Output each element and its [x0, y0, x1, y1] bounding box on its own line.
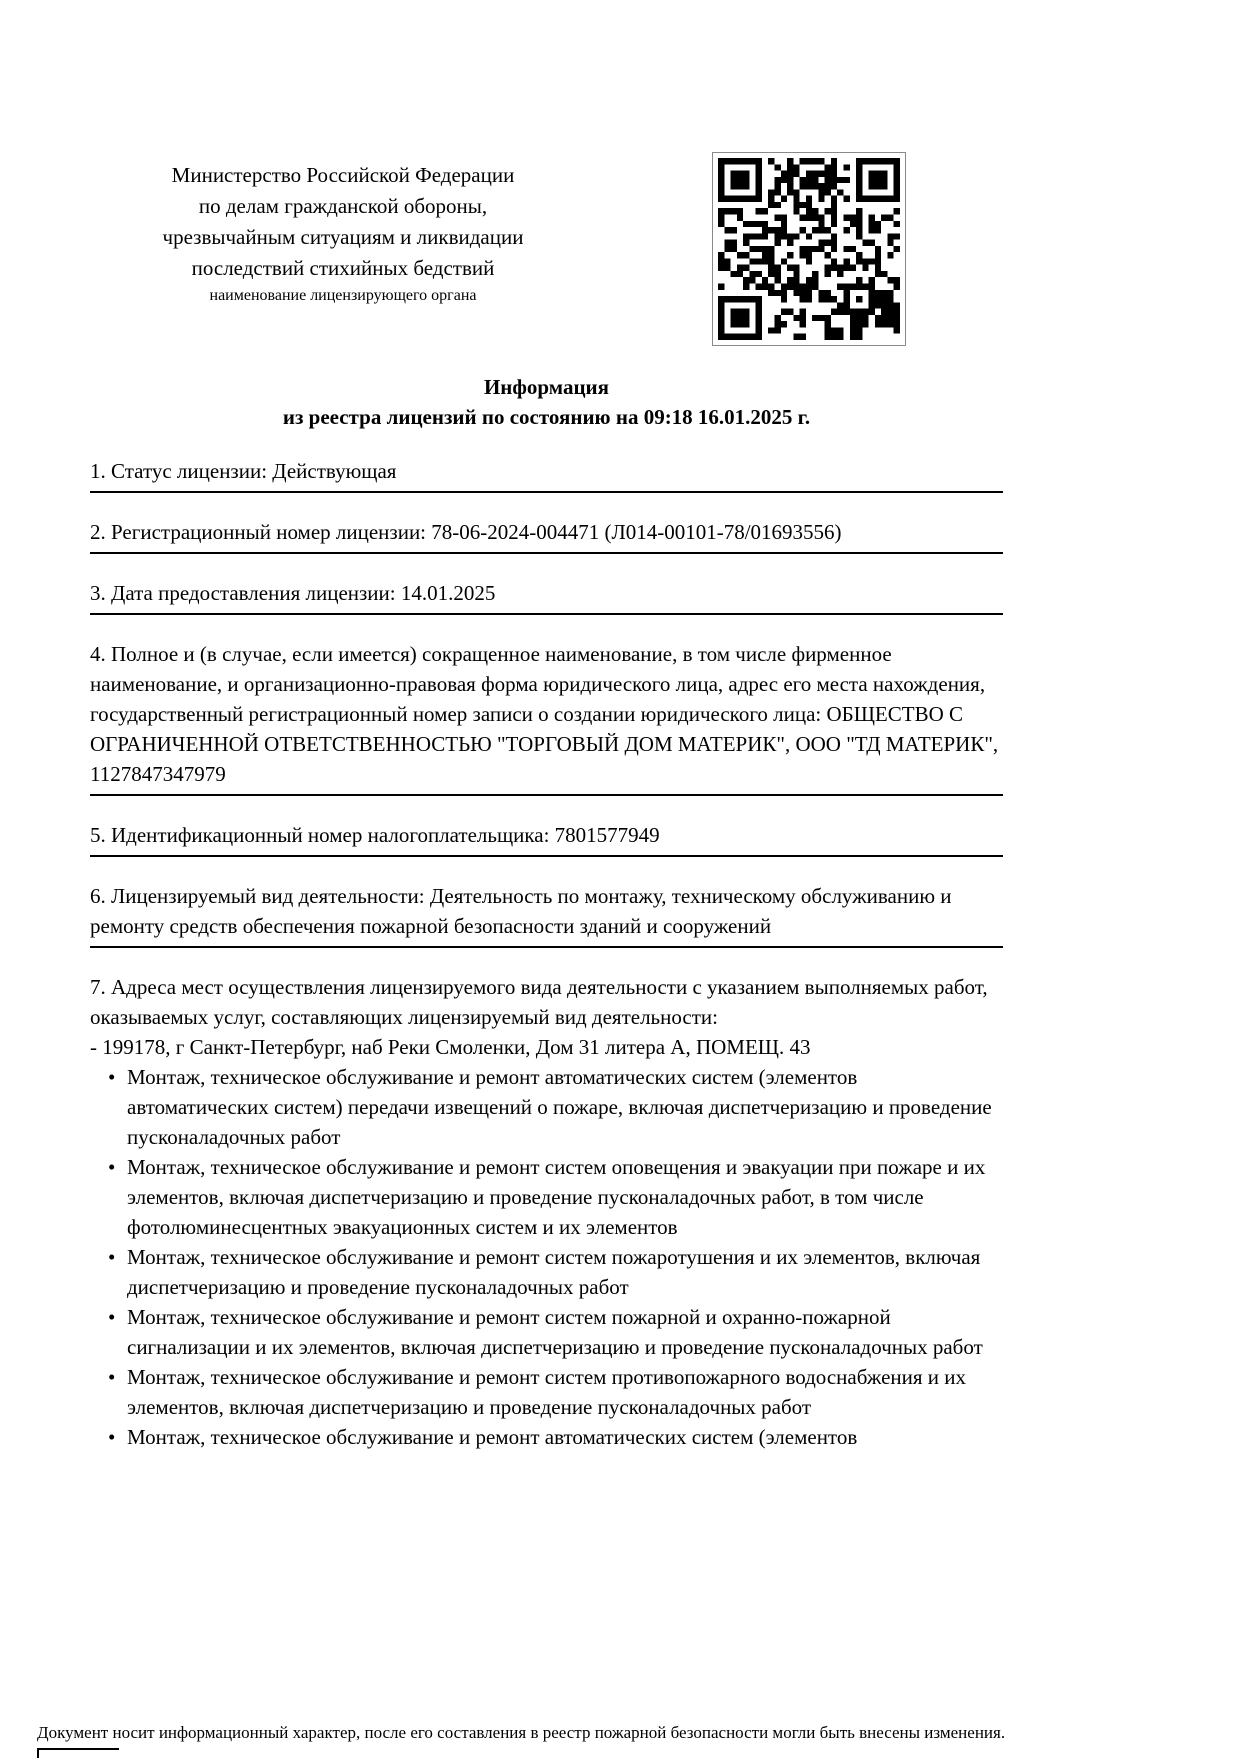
footer-disclaimer: Документ носит информационный характер, после его составления в реестр пожарной безопасности могли быть внесены изменения. [37, 1723, 1006, 1742]
qr-code [712, 152, 906, 346]
table-cut-mark [37, 1748, 119, 1758]
work-item: • Монтаж, техническое обслуживание и ремонт систем пожарной и охранно-пожарной сигнализации и их элементов, включая диспетчеризацию и проведение пусконаладочных работ [127, 1302, 1003, 1362]
licensing-authority-block [108, 160, 578, 306]
work-item: • Монтаж, техническое обслуживание и ремонт систем пожаротушения и их элементов, включая диспетчеризацию и проведение пусконаладочных работ [127, 1242, 1003, 1302]
field-grant-date: 3. Дата предоставления лицензии: 14.01.2025 [90, 578, 1003, 615]
works-list [90, 1062, 1003, 1452]
ministry-name-line: по делам гражданской обороны, [198, 194, 488, 218]
work-item: • Монтаж, техническое обслуживание и ремонт систем оповещения и эвакуации при пожаре и их элементов, включая диспетчеризацию и проведение пусконаладочных работ, в том числе фотолюминесцентных эвакуационных систем и их элементов [127, 1152, 1003, 1242]
licensing-authority-caption: наименование лицензирующего органа [209, 287, 477, 304]
field-licensed-activity: 6. Лицензируемый вид деятельности: Деятельность по монтажу, техническому обслуживанию и ремонту средств обеспечения пожарной безопасности зданий и сооружений [90, 881, 1003, 948]
work-item: • Монтаж, техническое обслуживание и ремонт автоматических систем (элементов автоматических систем) передачи извещений о пожаре, включая диспетчеризацию и проведение пусконаладочных работ [127, 1062, 1003, 1152]
section-activity-addresses [90, 972, 1003, 1452]
document-title-line2: из реестра лицензий по состоянию на 09:18 16.01.2025 г. [282, 405, 811, 429]
field-license-status: 1. Статус лицензии: Действующая [90, 456, 1003, 493]
field-registration-number: 2. Регистрационный номер лицензии: 78-06-2024-004471 (Л014-00101-78/01693556) [90, 517, 1003, 554]
work-item: • Монтаж, техническое обслуживание и ремонт систем противопожарного водоснабжения и их элементов, включая диспетчеризацию и проведение пусконаладочных работ [127, 1362, 1003, 1422]
addresses-intro: 7. Адреса мест осуществления лицензируемого вида деятельности с указанием выполняемых работ, оказываемых услуг, составляющих лицензируемый вид деятельности: [90, 975, 988, 1029]
field-legal-entity-name: 4. Полное и (в случае, если имеется) сокращенное наименование, в том числе фирменное наименование, и организационно-правовая форма юридического лица, адрес его места нахождения, государственный регистрационный номер записи о создании юридического лица: ОБЩЕСТВО С ОГРАНИЧЕННОЙ ОТВЕТСТВЕННОСТЬЮ "ТОРГОВЫЙ ДОМ МАТЕРИК", ООО "ТД МАТЕРИК", 1127847347979 [90, 639, 1003, 796]
document-title [90, 372, 1003, 432]
document-title-line1: Информация [483, 375, 610, 399]
ministry-name-line: чрезвычайным ситуациям и ликвидации [162, 225, 524, 249]
ministry-name-line: Министерство Российской Федерации [171, 163, 515, 187]
license-info-body [90, 372, 1003, 1452]
qr-code-svg [718, 158, 900, 340]
ministry-name-line: последствий стихийных бедствий [191, 256, 495, 280]
field-taxpayer-inn: 5. Идентификационный номер налогоплательщика: 7801577949 [90, 820, 1003, 857]
address-line: - 199178, г Санкт-Петербург, наб Реки Смоленки, Дом 31 литера А, ПОМЕЩ. 43 [90, 1035, 811, 1059]
work-item: • Монтаж, техническое обслуживание и ремонт автоматических систем (элементов [127, 1422, 1003, 1452]
